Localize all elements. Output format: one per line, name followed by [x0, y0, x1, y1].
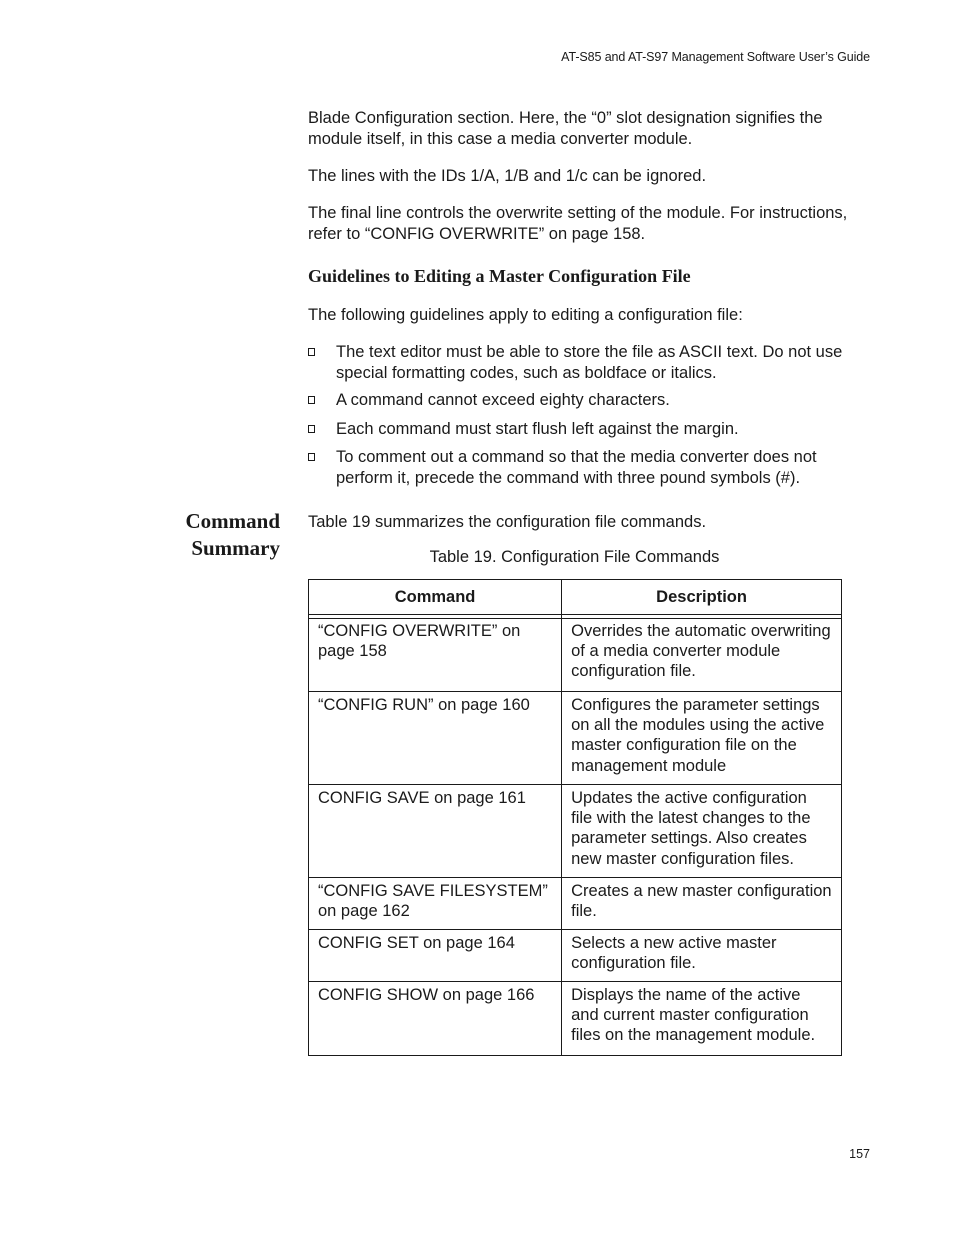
list-item-text: To comment out a command so that the media converter does not perform it, precede the command with three pound symbols (#).	[336, 448, 817, 487]
paragraph-guidelines-intro: The following guidelines apply to editing a configuration file:	[308, 306, 743, 324]
list-item-text: A command cannot exceed eighty characters.	[336, 391, 670, 409]
command-cell[interactable]: CONFIG SHOW on page 166	[309, 982, 562, 1056]
paragraph-ignored-lines: The lines with the IDs 1/A, 1/B and 1/c can be ignored.	[308, 167, 707, 185]
command-cell[interactable]: “CONFIG SAVE FILESYSTEM” on page 162	[309, 878, 562, 930]
command-cell[interactable]: “CONFIG RUN” on page 160	[309, 692, 562, 785]
checkbox-bullet-icon	[308, 396, 315, 404]
table-row	[309, 692, 842, 785]
table-header-row	[309, 580, 842, 615]
description-cell: Overrides the automatic overwriting of a media converter module configuration file.	[562, 619, 842, 692]
config-commands-table	[308, 579, 842, 1056]
list-item-text: Each command must start flush left against the margin.	[336, 420, 739, 438]
list-item-text: The text editor must be able to store the file as ASCII text. Do not use special formatting codes, such as boldface or italics.	[336, 343, 843, 382]
checkbox-bullet-icon	[308, 453, 315, 461]
description-cell: Configures the parameter settings on all the modules using the active master configuration file on the management module	[562, 692, 842, 785]
table-caption: Table 19. Configuration File Commands	[429, 548, 720, 566]
table-row	[309, 982, 842, 1056]
command-cell[interactable]: CONFIG SET on page 164	[309, 930, 562, 982]
table-row	[309, 785, 842, 878]
command-cell[interactable]: “CONFIG OVERWRITE” on page 158	[309, 619, 562, 692]
checkbox-bullet-icon	[308, 425, 315, 433]
paragraph-table-intro: Table 19 summarizes the configuration file commands.	[308, 513, 707, 531]
section-heading-command-summary	[185, 508, 280, 562]
description-cell: Updates the active configuration file with the latest changes to the parameter settings. Also creates new master configuration files.	[562, 785, 842, 878]
page-number: 157	[849, 1147, 870, 1161]
section-heading-line2: Summary	[191, 536, 280, 560]
description-cell: Displays the name of the active and current master configuration files on the management module.	[562, 982, 842, 1056]
column-header-description: Description	[562, 580, 842, 615]
section-heading-line1: Command	[185, 509, 280, 533]
description-cell: Creates a new master configuration file.	[562, 878, 842, 930]
command-cell[interactable]: CONFIG SAVE on page 161	[309, 785, 562, 878]
running-header: AT-S85 and AT-S97 Management Software User’s Guide	[561, 50, 870, 64]
column-header-command: Command	[309, 580, 562, 615]
description-cell: Selects a new active master configuration file.	[562, 930, 842, 982]
subheading-guidelines: Guidelines to Editing a Master Configuration File	[308, 266, 691, 286]
checkbox-bullet-icon	[308, 348, 315, 356]
table-row	[309, 930, 842, 982]
table-row	[309, 619, 842, 692]
paragraph-blade-config: Blade Configuration section. Here, the “0” slot designation signifies the module itself, in this case a media converter module.	[308, 109, 823, 148]
paragraph-final-line: The final line controls the overwrite setting of the module. For instructions, refer to “CONFIG OVERWRITE” on page 158.	[308, 204, 848, 243]
table-row	[309, 878, 842, 930]
